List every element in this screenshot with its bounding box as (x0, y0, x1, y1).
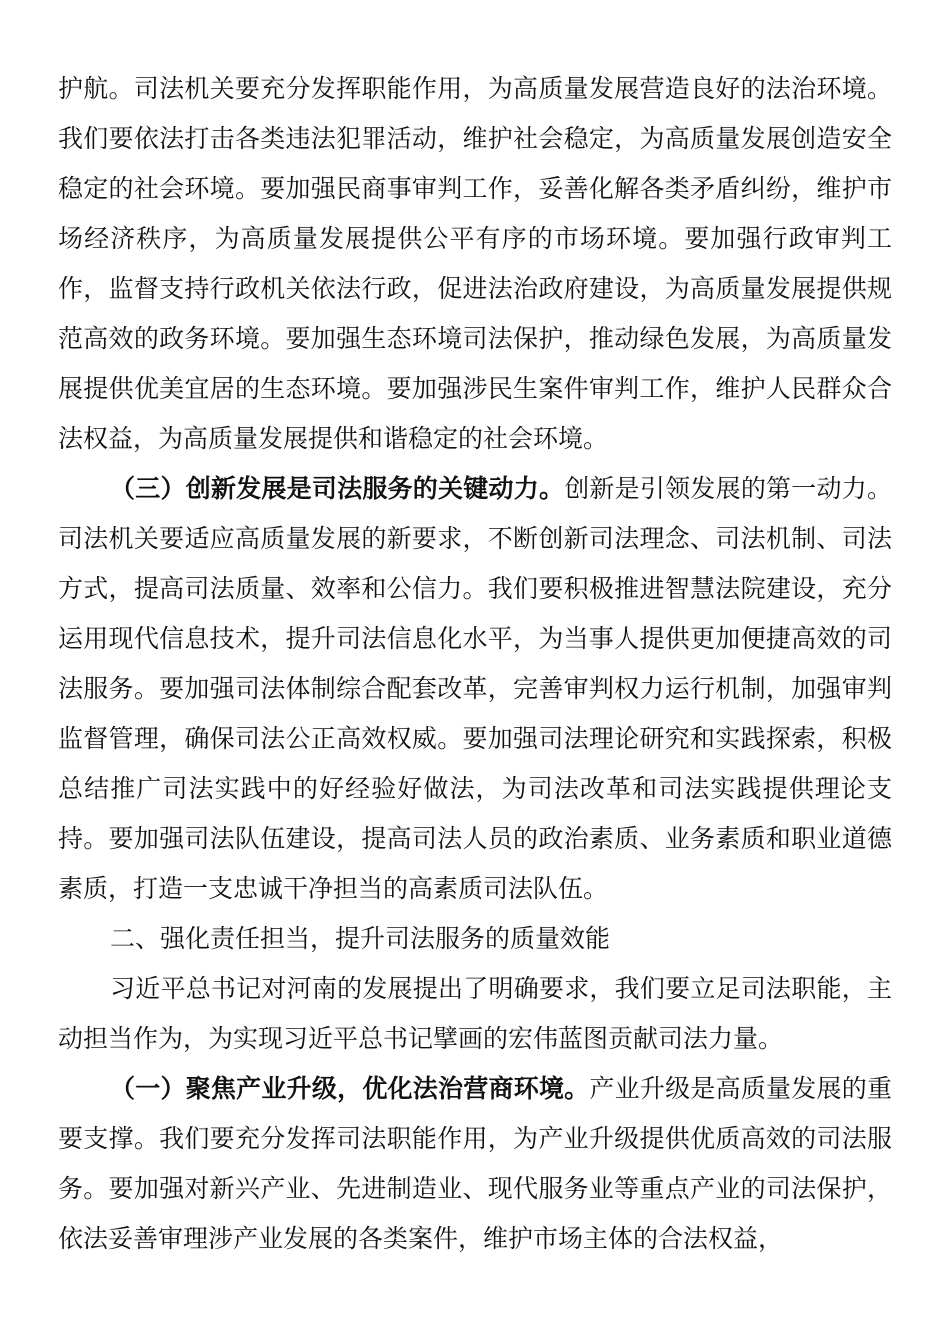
section-heading-2-text: 二、强化责任担当，提升司法服务的质量效能 (110, 924, 611, 953)
paragraph-5 (58, 1064, 892, 1264)
paragraph-2 (58, 464, 892, 914)
paragraph-1-text: 护航。司法机关要充分发挥职能作用，为高质量发展营造良好的法治环境。我们要依法打击各类违法犯罪活动，维护社会稳定，为高质量发展创造安全稳定的社会环境。要加强民商事审判工作，妥善化解各类矛盾纠纷，维护市场经济秩序，为高质量发展提供公平有序的市场环境。要加强行政审判工作，监督支持行政机关依法行政，促进法治政府建设，为高质量发展提供规范高效的政务环境。要加强生态环境司法保护，推动绿色发展，为高质量发展提供优美宜居的生态环境。要加强涉民生案件审判工作，维护人民群众合法权益，为高质量发展提供和谐稳定的社会环境。 (58, 74, 892, 453)
section-heading-2 (58, 914, 892, 964)
paragraph-2-heading: （三）创新发展是司法服务的关键动力。 (110, 474, 565, 503)
paragraph-4-text: 习近平总书记对河南的发展提出了明确要求，我们要立足司法职能，主动担当作为，为实现习近平总书记擘画的宏伟蓝图贡献司法力量。 (58, 974, 892, 1053)
paragraph-5-text: 产业升级是高质量发展的重要支撑。我们要充分发挥司法职能作用，为产业升级提供优质高效的司法服务。要加强对新兴产业、先进制造业、现代服务业等重点产业的司法保护，依法妥善审理涉产业发展的各类案件，维护市场主体的合法权益， (58, 1074, 892, 1253)
paragraph-4 (58, 964, 892, 1064)
document-page (58, 64, 892, 1264)
paragraph-5-heading: （一）聚焦产业升级，优化法治营商环境。 (110, 1074, 590, 1103)
paragraph-1 (58, 64, 892, 464)
paragraph-2-text: 创新是引领发展的第一动力。司法机关要适应高质量发展的新要求，不断创新司法理念、司法机制、司法方式，提高司法质量、效率和公信力。我们要积极推进智慧法院建设，充分运用现代信息技术，提升司法信息化水平，为当事人提供更加便捷高效的司法服务。要加强司法体制综合配套改革，完善审判权力运行机制，加强审判监督管理，确保司法公正高效权威。要加强司法理论研究和实践探索，积极总结推广司法实践中的好经验好做法，为司法改革和司法实践提供理论支持。要加强司法队伍建设，提高司法人员的政治素质、业务素质和职业道德素质，打造一支忠诚干净担当的高素质司法队伍。 (58, 474, 892, 903)
